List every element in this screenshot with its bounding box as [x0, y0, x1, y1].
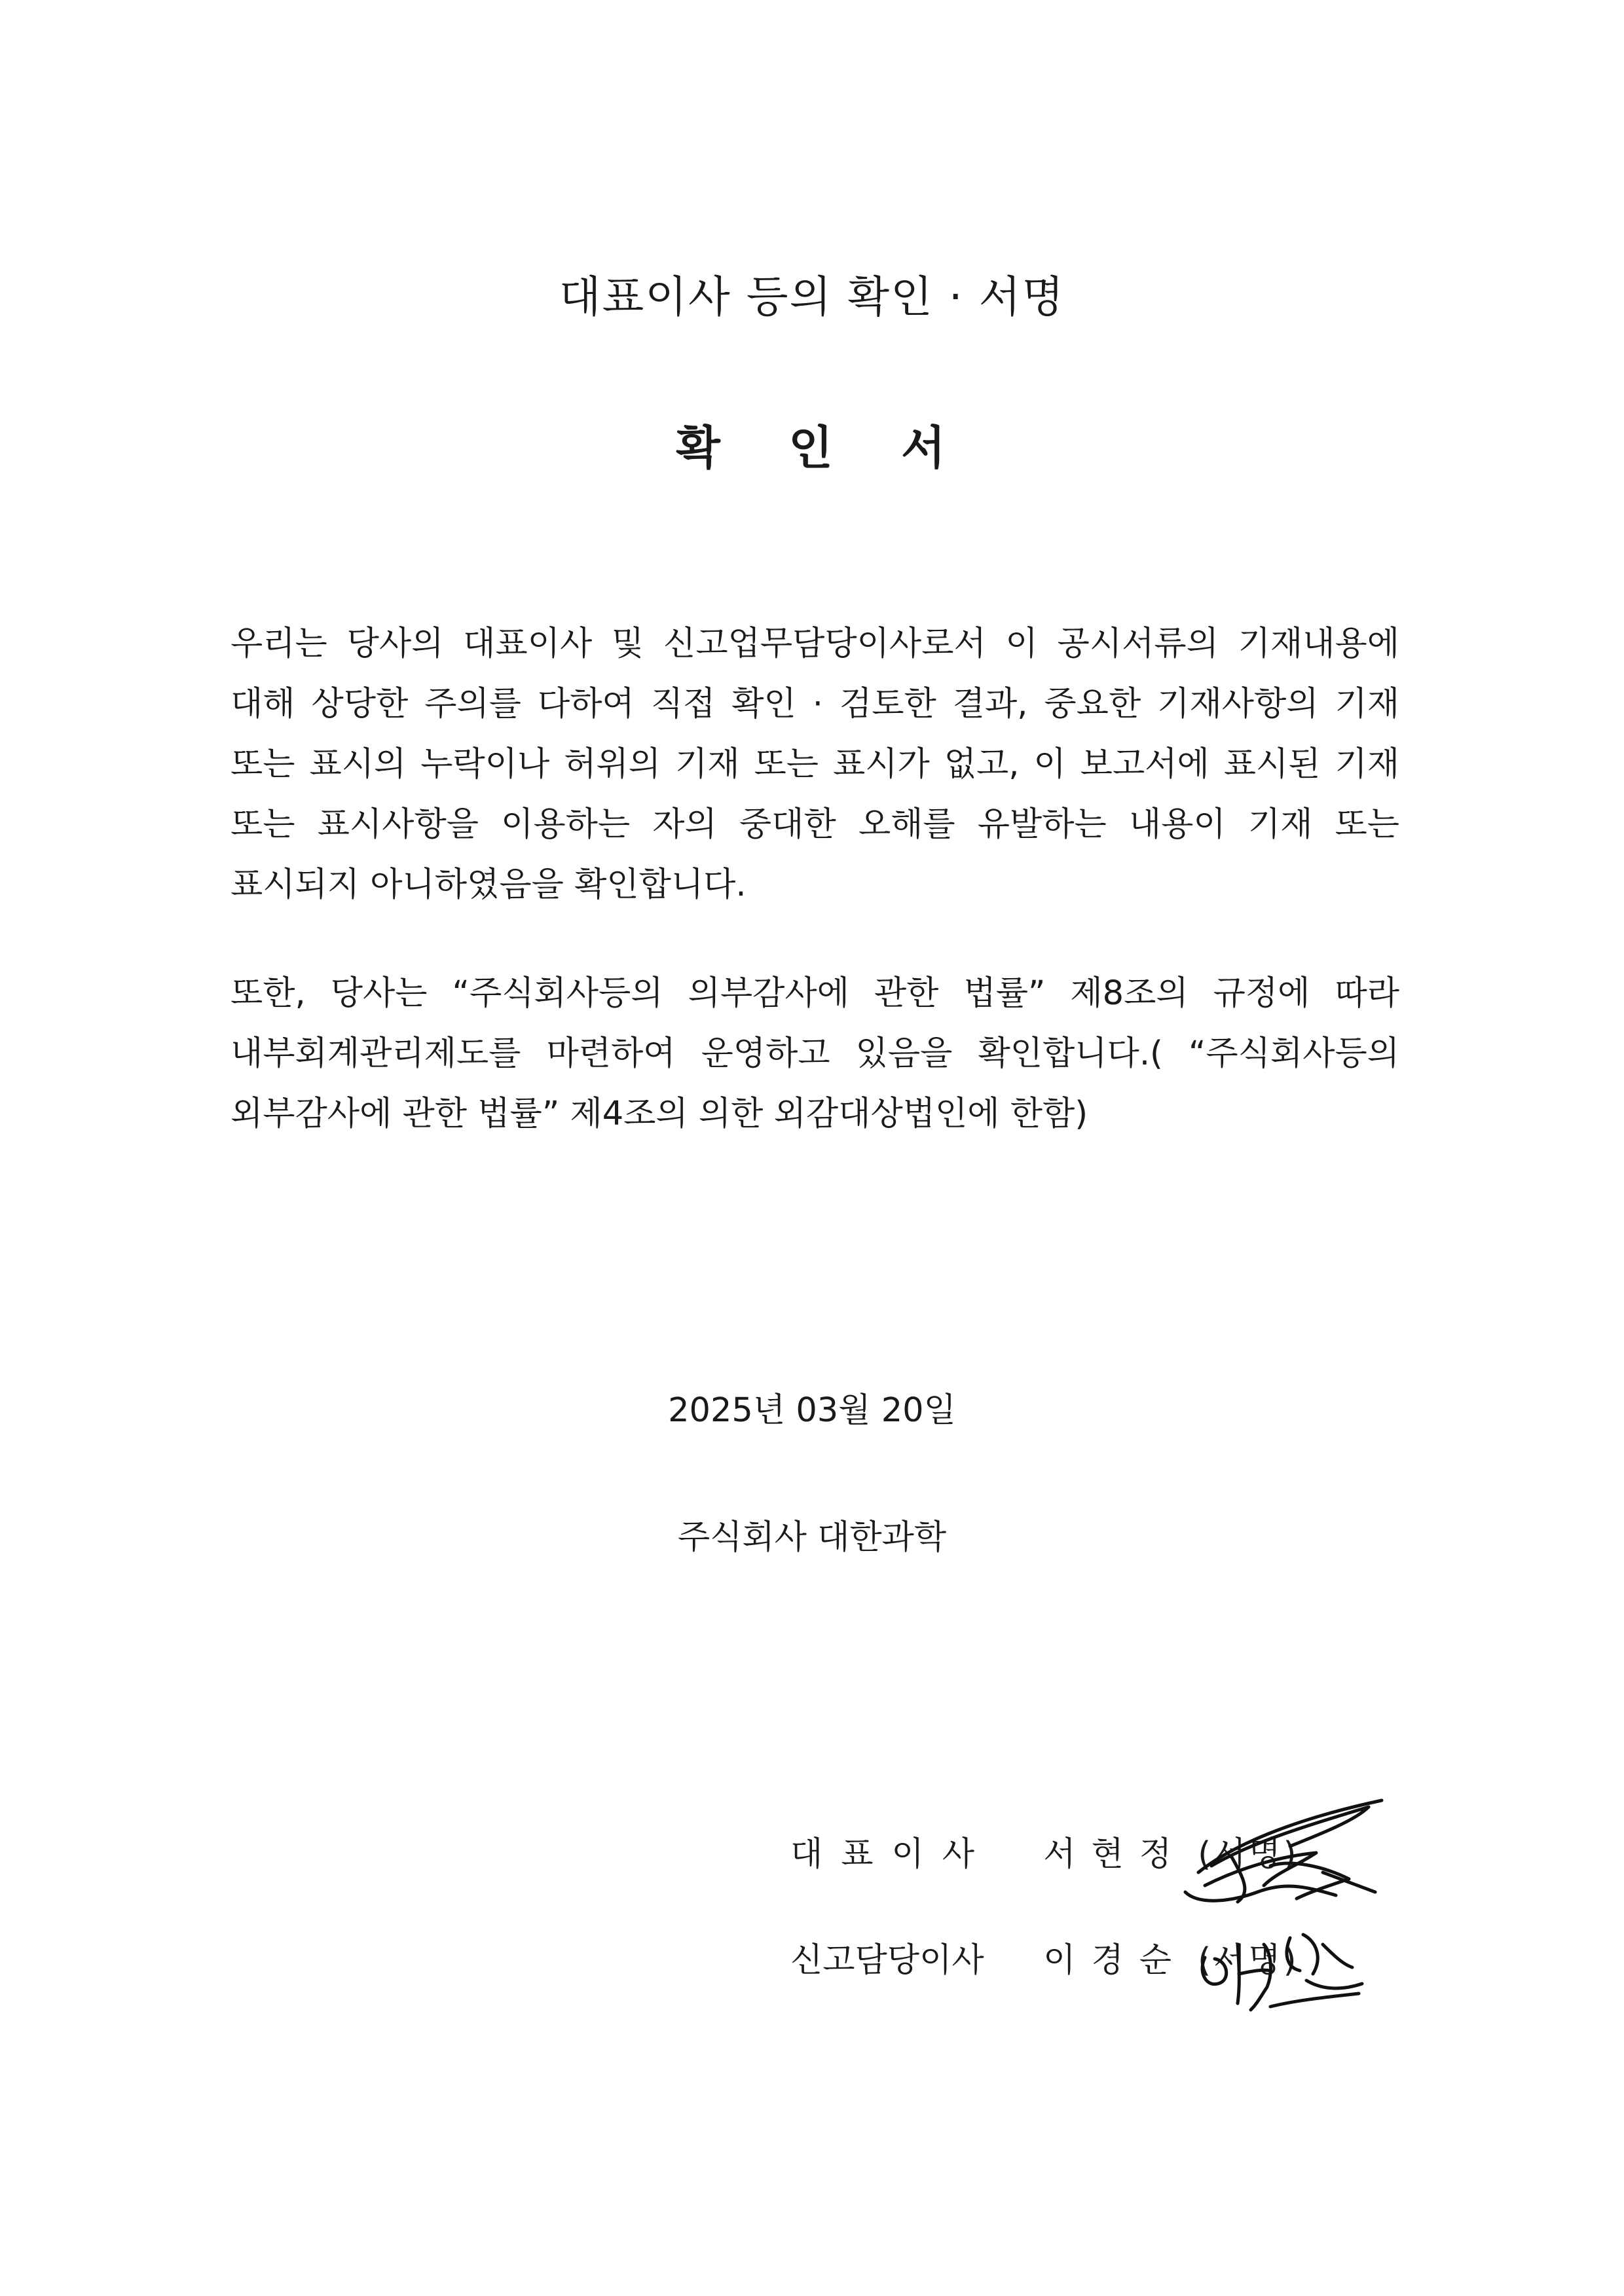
signature-note: (서명): [1198, 1941, 1299, 1980]
subtitle: 대표이사 등의 확인 · 서명: [559, 272, 1065, 322]
signatory-name: 서현정: [1043, 1835, 1188, 1874]
paragraph-internal-control: 또한, 당사는 “주식회사등의 의부감사에 관한 법률” 제8조의 규정에 따라 내부회계관리제도를 마련하여 운영하고 있음을 확인합니다.( “주식회사등의 외부감사에 관한 법률” 제4조의 의한 외감대상법인에 한함): [231, 974, 1399, 1133]
signatory-title: 신고담당이사: [790, 1941, 984, 1980]
company-name: 주식회사 대한과학: [677, 1518, 947, 1557]
signatory-title: 대표이사: [790, 1835, 993, 1874]
signatory-name: 이경순: [1043, 1941, 1188, 1980]
handwritten-signature-disclosure-officer: [1192, 1918, 1369, 2016]
signature-note: (서명): [1198, 1835, 1299, 1874]
document-date: 2025년 03월 20일: [668, 1391, 956, 1430]
handwritten-signature-ceo: [1172, 1794, 1395, 1912]
paragraph-confirmation: 우리는 당사의 대표이사 및 신고업무담당이사로서 이 공시서류의 기재내용에 대해 상당한 주의를 다하여 직접 확인 · 검토한 결과, 중요한 기재사항의 기재 또는 표시의 누락이나 허위의 기재 또는 표시가 없고, 이 보고서에 표시된 기재 또는 표시사항을 이용하는 자의 중대한 오해를 유발하는 내용이 기재 또는 표시되지 아니하였음을 확인합니다.: [231, 625, 1399, 904]
document-title: 확 인 서: [676, 421, 948, 475]
